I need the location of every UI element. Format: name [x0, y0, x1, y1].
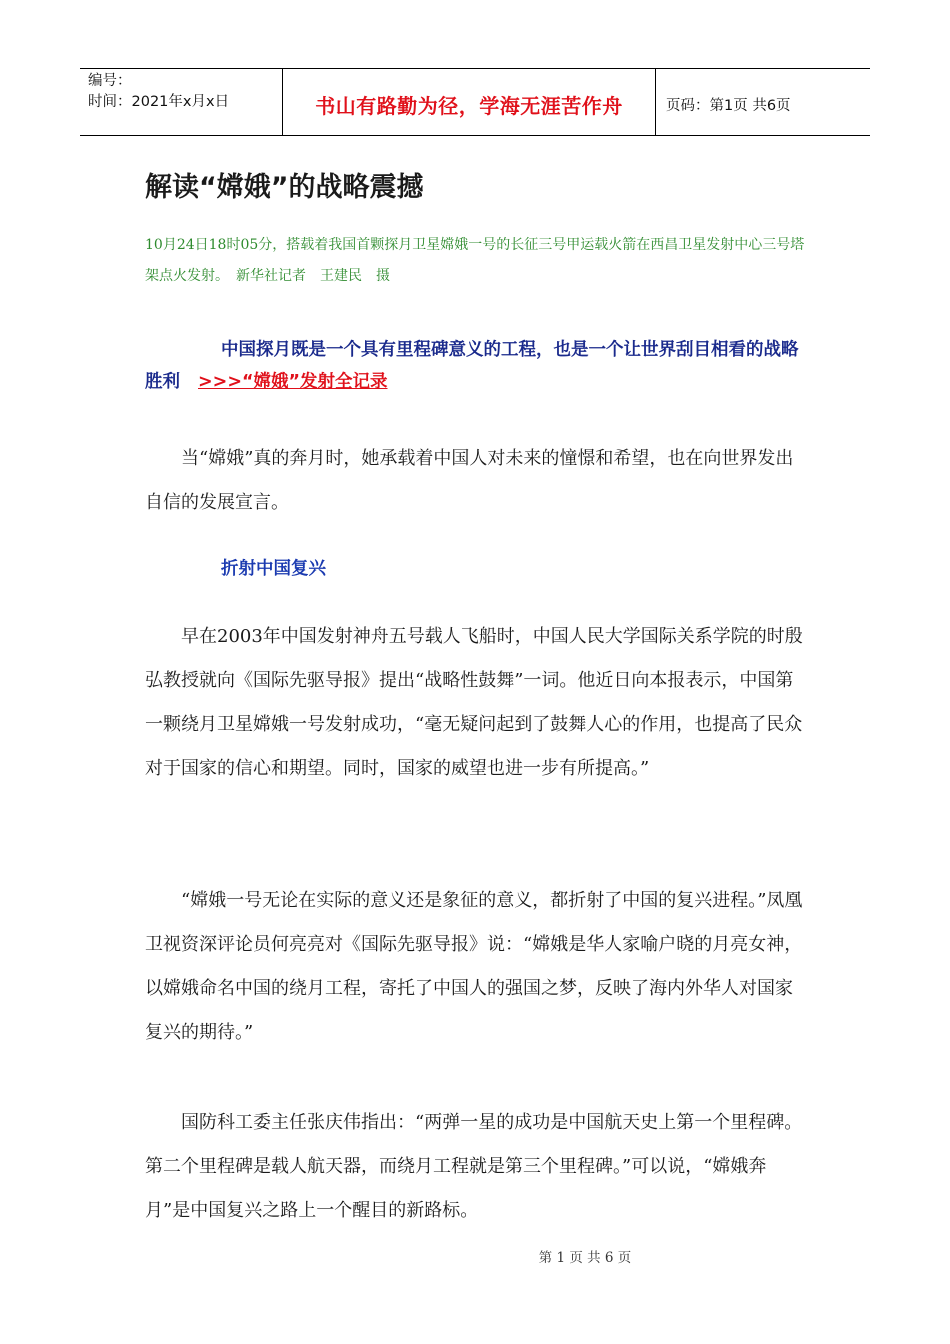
launch-record-link[interactable]: >>>“嫦娥”发射全记录 [198, 372, 388, 392]
page-footer: 第 1 页 共 6 页 [538, 1250, 632, 1266]
section-title: 折射中国复兴 [221, 559, 326, 579]
number-label: 编号： [88, 73, 132, 89]
body-paragraph-2: “嫦娥一号无论在实际的意义还是象征的意义，都折射了中国的复兴进程。”凤凰卫视资深评论员何亮亮对《国际先驱导报》说：“嫦娥是华人家喻户晓的月亮女神，以嫦娥命名中国的绕月工程，寄托了中国人的强国之梦，反映了海内外华人对国家复兴的期待。” [145, 890, 803, 1043]
body-paragraph-3: 国防科工委主任张庆伟指出：“两弹一星的成功是中国航天史上第一个里程碑。第二个里程碑是载人航天器，而绕月工程就是第三个里程碑。”可以说，“嫦娥奔月”是中国复兴之路上一个醒目的新路标。 [145, 1112, 803, 1221]
header-page-info: 页码：第1页 共6页 [666, 97, 791, 114]
document-header [80, 68, 870, 136]
article-subhead [145, 334, 810, 398]
time-label: 时间：2021年x月x日 [88, 94, 230, 110]
article-title: 解读“嫦娥”的战略震撼 [145, 172, 424, 203]
body-paragraph-1: 早在2003年中国发射神舟五号载人飞船时，中国人民大学国际关系学院的时殷弘教授就向《国际先驱导报》提出“战略性鼓舞”一词。他近日向本报表示，中国第一颗绕月卫星嫦娥一号发射成功，“毫无疑问起到了鼓舞人心的作用，也提高了民众对于国家的信心和期望。同时，国家的威望也进一步有所提高。” [145, 626, 803, 779]
intro-paragraph: 当“嫦娥”真的奔月时，她承载着中国人对未来的憧憬和希望，也在向世界发出自信的发展宣言。 [145, 448, 794, 513]
header-motto: 书山有路勤为径，学海无涯苦作舟 [282, 69, 656, 135]
header-meta [80, 69, 282, 135]
photo-caption: 10月24日18时05分，搭载着我国首颗探月卫星嫦娥一号的长征三号甲运载火箭在西昌卫星发射中心三号塔架点火发射。 新华社记者 王建民 摄 [145, 237, 805, 284]
subhead-text: 中国探月既是一个具有里程碑意义的工程，也是一个让世界刮目相看的战略胜利 [145, 340, 799, 392]
